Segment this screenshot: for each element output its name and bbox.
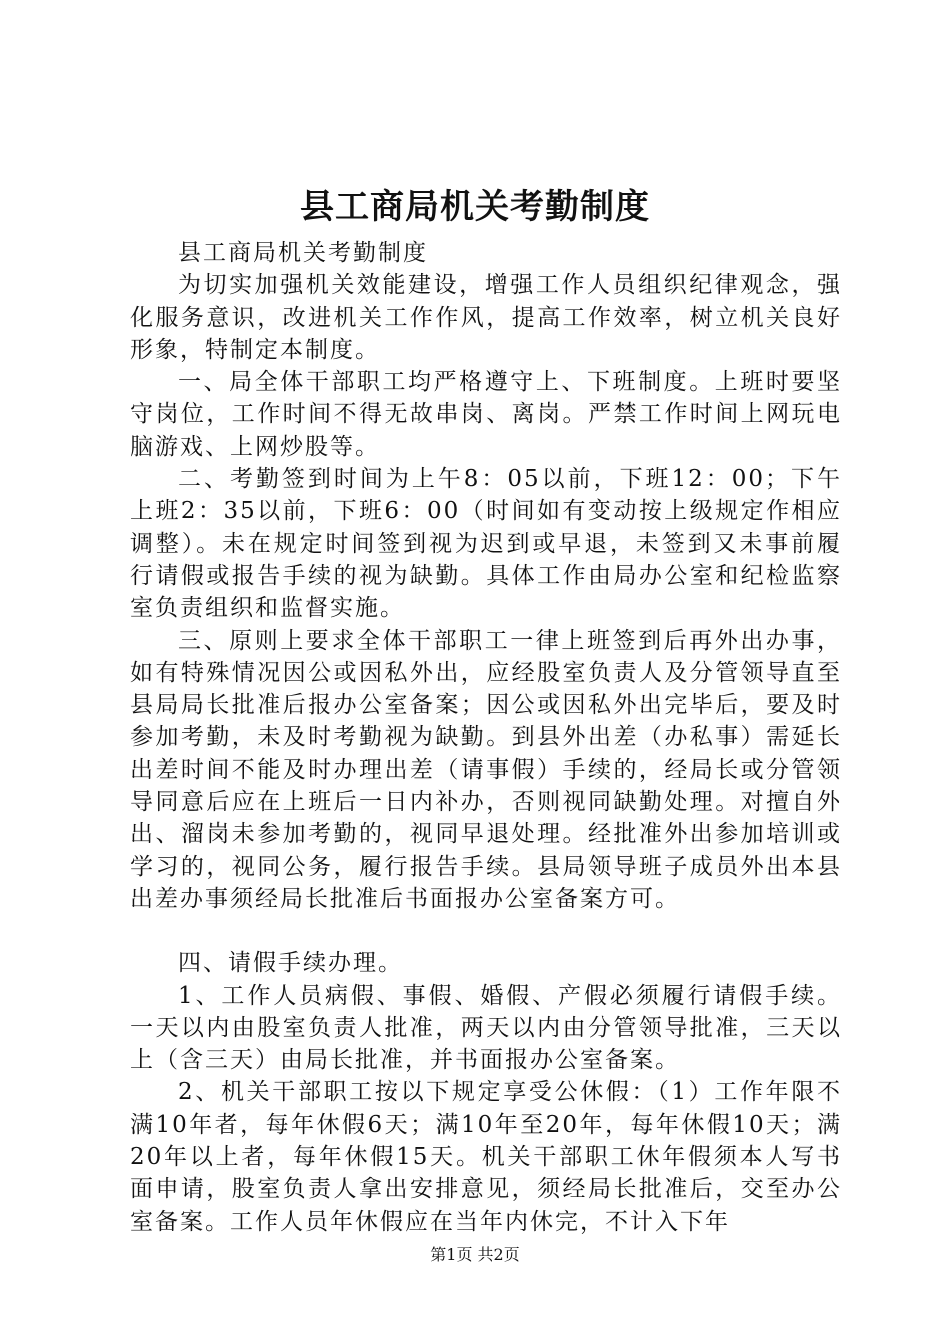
paragraph-rule-3: 三、原则上要求全体干部职工一律上班签到后再外出办事，如有特殊情况因公或因私外出，应经股室负责人及分管领导直至县局局长批准后报办公室备案；因公或因私外出完毕后，要及时参加考勤，未及时考勤视为缺勤。到县外出差（办私事）需延长出差时间不能及时办理出差（请事假）手续的，经局长或分管领导同意后应在上班后一日内补办，否则视同缺勤处理。对擅自外出、溜岗未参加考勤的，视同早退处理。经批准外出参加培训或学习的，视同公务，履行报告手续。县局领导班子成员外出本县出差办事须经局长批准后书面报办公室备案方可。: [130, 627, 842, 912]
paragraph-rule-4-item-2: 2、机关干部职工按以下规定享受公休假：（1）工作年限不满10年者，每年休假6天；满10年至20年，每年休假10天；满20年以上者，每年休假15天。机关干部职工休年假须本人写书面申请，股室负责人拿出安排意见，须经局长批准后，交至办公室备案。工作人员年休假应在当年内休完，不计入下年: [130, 1079, 842, 1235]
paragraph-rule-1: 一、局全体干部职工均严格遵守上、下班制度。上班时要坚守岗位，工作时间不得无故串岗、离岗。严禁工作时间上网玩电脑游戏、上网炒股等。: [130, 369, 842, 460]
page-footer: 第1页 共2页: [430, 1245, 520, 1264]
document-body: [130, 237, 842, 1238]
paragraph-rule-4-item-1: 1、工作人员病假、事假、婚假、产假必须履行请假手续。一天以内由股室负责人批准，两天以内由分管领导批准，三天以上（含三天）由局长批准，并书面报办公室备案。: [130, 982, 842, 1074]
document-title: 县工商局机关考勤制度: [300, 187, 650, 227]
paragraph-rule-2: 二、考勤签到时间为上午8：05以前，下班12：00；下午上班2：35以前，下班6：00（时间如有变动按上级规定作相应调整）。未在规定时间签到视为迟到或早退，未签到又未事前履行请假或报告手续的视为缺勤。具体工作由局办公室和纪检监察室负责组织和监督实施。: [130, 466, 842, 622]
paragraph-intro: 为切实加强机关效能建设，增强工作人员组织纪律观念，强化服务意识，改进机关工作作风，提高工作效率，树立机关良好形象，特制定本制度。: [130, 272, 842, 363]
paragraph-rule-4-heading: 四、请假手续办理。: [178, 950, 403, 977]
paragraph-subtitle: 县工商局机关考勤制度: [178, 240, 428, 266]
